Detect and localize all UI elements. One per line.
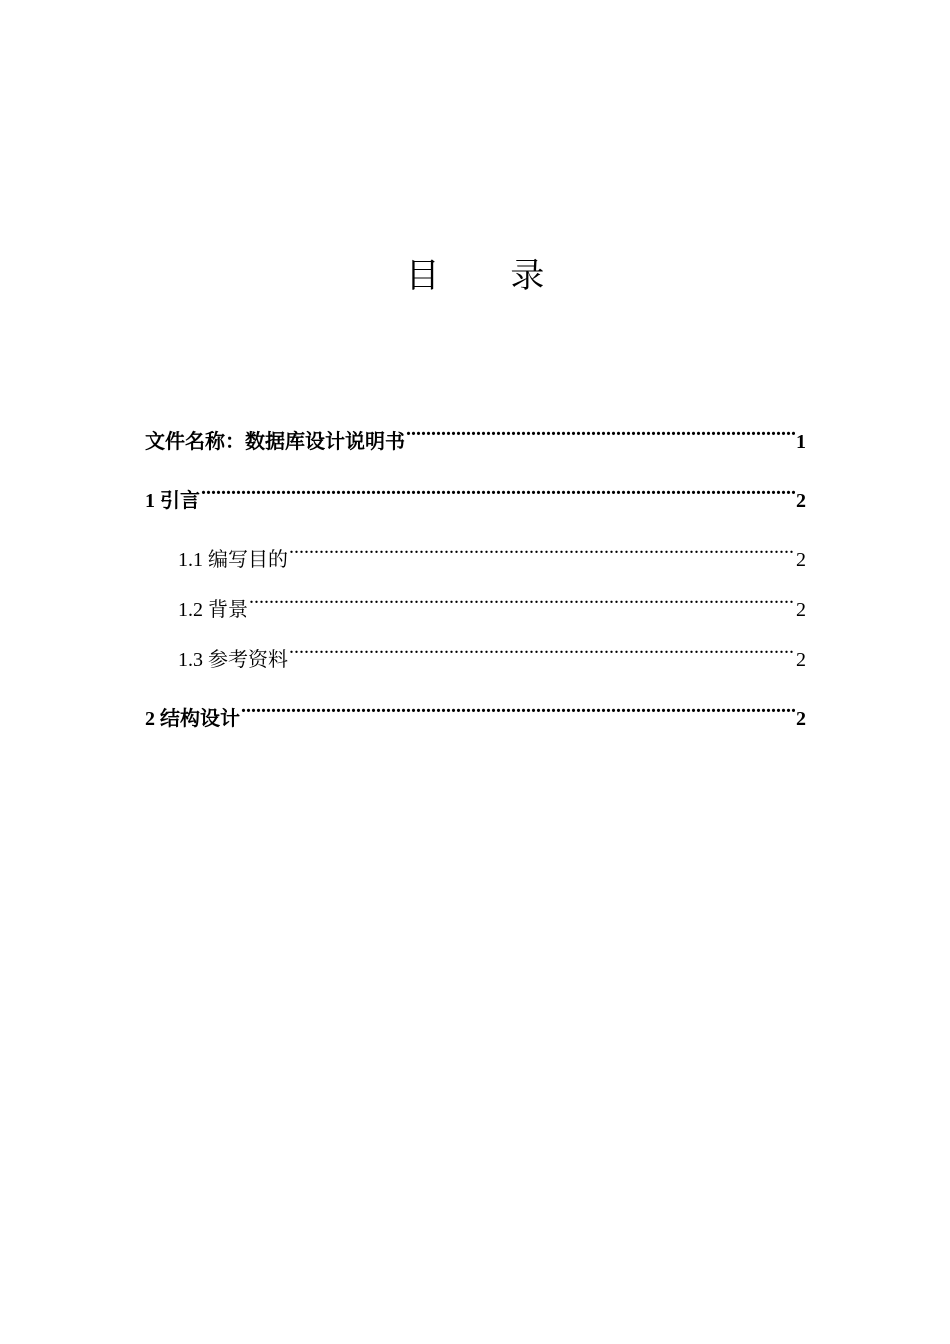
- toc-entry-text: 1.2 背景: [178, 599, 248, 621]
- toc-page-number: 1: [796, 431, 806, 453]
- toc-page-number: 2: [796, 708, 806, 730]
- toc-entry-text: 1.3 参考资料: [178, 649, 288, 671]
- toc-dot-leader: [289, 538, 795, 566]
- toc-entry-background[interactable]: [145, 588, 806, 624]
- toc-entry-introduction[interactable]: [145, 479, 806, 515]
- toc-entry-text: 文件名称：数据库设计说明书: [145, 431, 405, 453]
- toc-dot-leader: [289, 638, 795, 666]
- toc-entry-text: 2 结构设计: [145, 708, 240, 730]
- toc-page-number: 2: [796, 490, 806, 512]
- toc-dot-leader: [249, 588, 795, 616]
- toc-page-number: 2: [796, 549, 806, 571]
- toc-dot-leader: [201, 479, 795, 507]
- toc-entry-structure-design[interactable]: [145, 697, 806, 733]
- toc-entry-purpose[interactable]: [145, 538, 806, 574]
- toc-title: 目 录: [405, 256, 575, 296]
- toc-dot-leader: [241, 697, 795, 725]
- toc-entry-file-name[interactable]: [145, 420, 806, 456]
- toc-page-number: 2: [796, 649, 806, 671]
- toc-entry-references[interactable]: [145, 638, 806, 674]
- toc-dot-leader: [406, 420, 795, 448]
- toc-entry-text: 1 引言: [145, 490, 200, 512]
- toc-entry-text: 1.1 编写目的: [178, 549, 288, 571]
- toc-page-number: 2: [796, 599, 806, 621]
